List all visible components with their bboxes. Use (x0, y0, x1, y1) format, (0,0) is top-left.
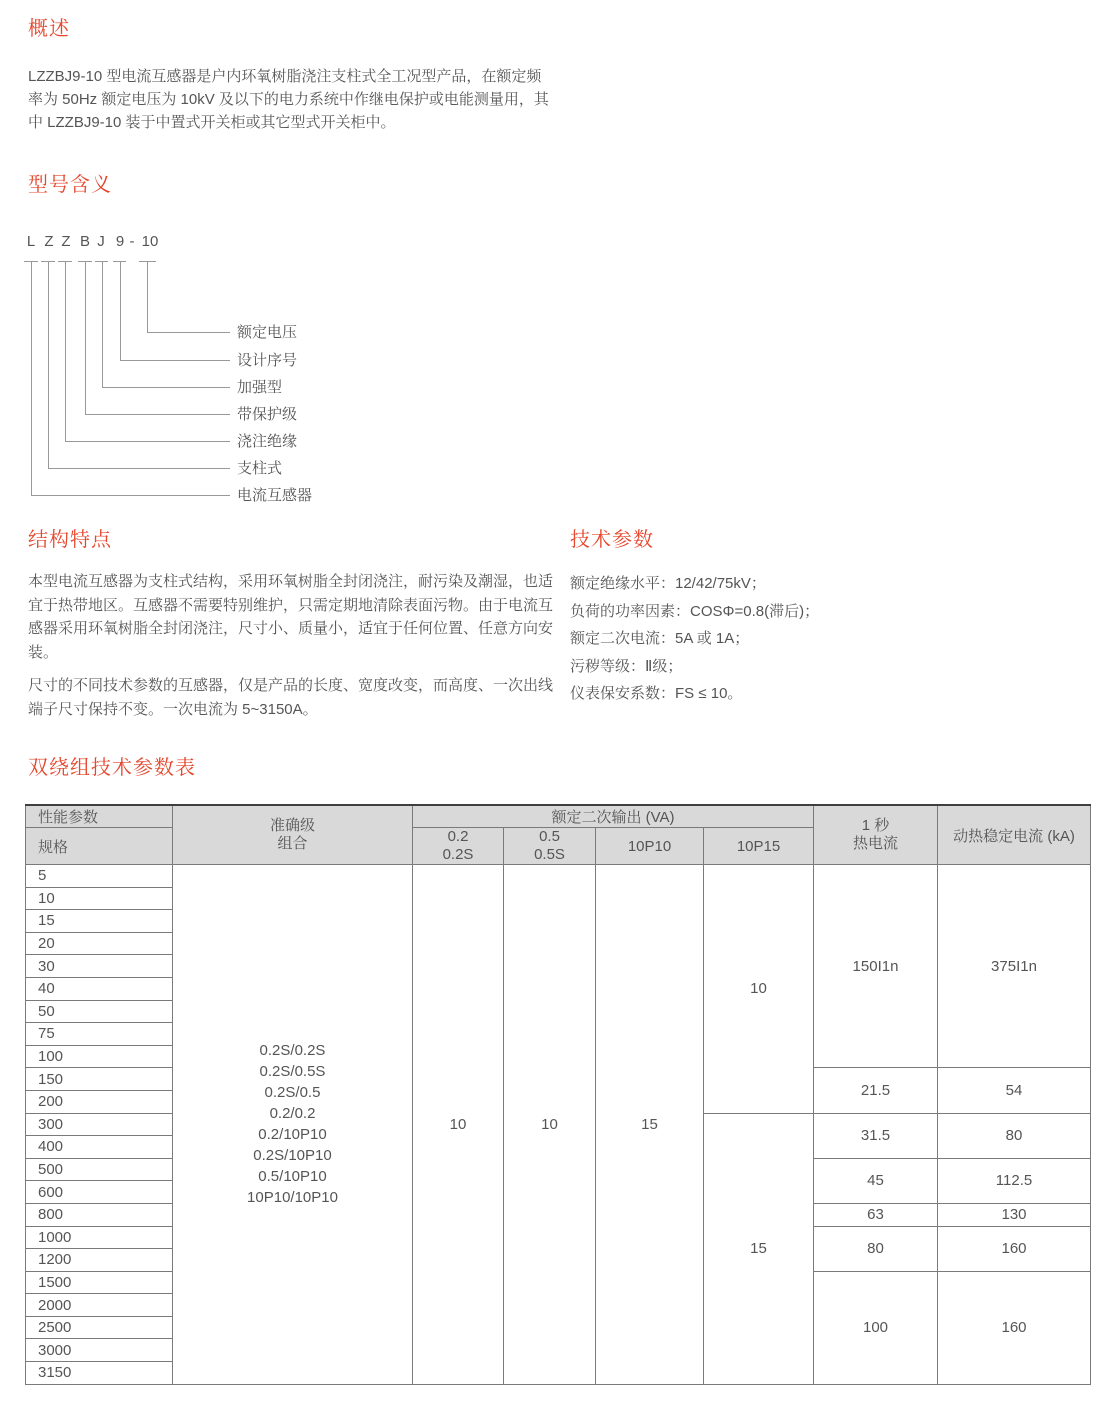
tech-title: 技术参数 (570, 529, 654, 551)
overview-paragraph: LZZBJ9-10 型电流互感器是户内环氧树脂浇注支柱式全工况型产品，在额定频率为 50Hz 额定电压为 10kV 及以下的电力系统中作继电保护或电能测量用，其中 LZZBJ9-10 装于中置式开关柜或其它型式开关柜中。 (28, 68, 549, 131)
thermal-cell: 80 (814, 1226, 938, 1271)
code-meaning-label: 额定电压 (237, 324, 298, 341)
dynamic-cell: 54 (938, 1068, 1091, 1113)
header-spec: 规格 (26, 828, 173, 865)
structure-title: 结构特点 (28, 529, 112, 551)
spec-cell: 150 (26, 1068, 173, 1091)
code-meaning-label: 加强型 (237, 379, 283, 396)
table-title: 双绕组技术参数表 (28, 757, 196, 779)
thermal-cell: 31.5 (814, 1113, 938, 1158)
spec-cell: 300 (26, 1113, 173, 1136)
spec-cell: 2000 (26, 1294, 173, 1317)
header-class-10p15: 10P15 (704, 828, 814, 865)
spec-cell: 75 (26, 1023, 173, 1046)
header-class-10p10: 10P10 (596, 828, 704, 865)
section-tech-params (570, 523, 1115, 708)
spec-cell: 3000 (26, 1339, 173, 1362)
code-letter: B (79, 233, 91, 250)
parameters-table (25, 804, 1091, 1385)
dynamic-cell: 112.5 (938, 1158, 1091, 1203)
table-row (26, 865, 1091, 888)
thermal-cell: 45 (814, 1158, 938, 1203)
spec-cell: 600 (26, 1181, 173, 1204)
code-letter: Z (61, 233, 71, 250)
header-row-1 (26, 805, 1091, 828)
spec-cell: 40 (26, 977, 173, 1000)
header-thermal: 1 秒 热电流 (814, 805, 938, 865)
spec-cell: 1200 (26, 1249, 173, 1272)
code-meaning-label: 设计序号 (237, 352, 298, 369)
output-10p15-cell: 10 (704, 865, 814, 1114)
tech-line: 额定二次电流：5A 或 1A； (570, 630, 750, 647)
thermal-cell: 63 (814, 1203, 938, 1226)
thermal-cell: 21.5 (814, 1068, 938, 1113)
dynamic-cell: 130 (938, 1203, 1091, 1226)
code-letter: J (97, 233, 105, 250)
dynamic-cell: 80 (938, 1113, 1091, 1158)
code-meaning-label: 电流互感器 (237, 487, 313, 504)
tech-line: 负荷的功率因素：COSΦ=0.8(滞后)； (570, 602, 820, 620)
model-code-diagram (28, 233, 448, 528)
accuracy-combos-cell: 0.2S/0.2S 0.2S/0.5S 0.2S/0.5 0.2/0.2 0.2/10P10 0.2S/10P10 0.5/10P10 10P10/10P10 (173, 865, 413, 1385)
code-meaning-label: 带保护级 (237, 406, 298, 423)
thermal-cell: 150I1n (814, 865, 938, 1068)
section-overview (28, 12, 568, 134)
output-10p15-cell: 15 (704, 1113, 814, 1384)
spec-cell: 30 (26, 955, 173, 978)
dynamic-cell: 375I1n (938, 865, 1091, 1068)
connector-line (147, 261, 230, 333)
spec-cell: 800 (26, 1203, 173, 1226)
header-class-05: 0.5 0.5S (504, 828, 596, 865)
spec-cell: 1000 (26, 1226, 173, 1249)
table-header (26, 805, 1091, 865)
dynamic-cell: 160 (938, 1271, 1091, 1384)
header-output-group: 额定二次输出 (VA) (413, 805, 814, 828)
code-letter: 9 (115, 233, 125, 250)
spec-cell: 400 (26, 1136, 173, 1159)
spec-cell: 500 (26, 1158, 173, 1181)
spec-cell: 3150 (26, 1362, 173, 1385)
tech-line: 污秽等级：Ⅱ级； (570, 657, 683, 675)
header-accuracy: 准确级 组合 (173, 805, 413, 865)
structure-paragraph-2: 尺寸的不同技术参数的互感器，仅是产品的长度、宽度改变，而高度、一次出线端子尺寸保持不变。一次电流为 5~3150A。 (28, 677, 554, 718)
output-05-cell: 10 (504, 865, 596, 1385)
thermal-cell: 100 (814, 1271, 938, 1384)
spec-cell: 100 (26, 1045, 173, 1068)
spec-cell: 20 (26, 932, 173, 955)
structure-paragraph-1: 本型电流互感器为支柱式结构，采用环氧树脂全封闭浇注，耐污染及潮湿，也适宜于热带地区。互感器不需要特别维护，只需定期地清除表面污物。由于电流互感器采用环氧树脂全封闭浇注，尺寸小、质量小，适宜于任何位置、任意方向安装。 (28, 573, 554, 661)
code-letter: 10 (141, 233, 159, 250)
spec-cell: 200 (26, 1090, 173, 1113)
spec-cell: 1500 (26, 1271, 173, 1294)
code-letter: Z (44, 233, 54, 250)
table-body (26, 865, 1091, 1385)
tech-line: 仪表保安系数：FS ≤ 10。 (570, 685, 743, 702)
section-model-meaning (28, 168, 448, 528)
overview-title: 概述 (28, 18, 70, 40)
header-dynamic: 动热稳定电流 (kA) (938, 805, 1091, 865)
code-letter: L (26, 233, 36, 250)
spec-cell: 50 (26, 1000, 173, 1023)
spec-cell: 10 (26, 887, 173, 910)
section-winding-table (25, 751, 1115, 1385)
dynamic-cell: 160 (938, 1226, 1091, 1271)
code-meaning-label: 支柱式 (237, 460, 283, 477)
header-perf: 性能参数 (26, 805, 173, 828)
tech-line: 额定绝缘水平：12/42/75kV； (570, 575, 766, 592)
section-structure (28, 523, 558, 721)
output-02-cell: 10 (413, 865, 504, 1385)
header-class-02: 0.2 0.2S (413, 828, 504, 865)
output-10p10-cell: 15 (596, 865, 704, 1385)
spec-cell: 15 (26, 910, 173, 933)
tech-lines (570, 570, 1115, 708)
code-meaning-label: 浇注绝缘 (237, 433, 298, 450)
spec-cell: 5 (26, 865, 173, 888)
model-title: 型号含义 (28, 174, 112, 196)
code-letter: - (129, 233, 135, 250)
spec-cell: 2500 (26, 1316, 173, 1339)
